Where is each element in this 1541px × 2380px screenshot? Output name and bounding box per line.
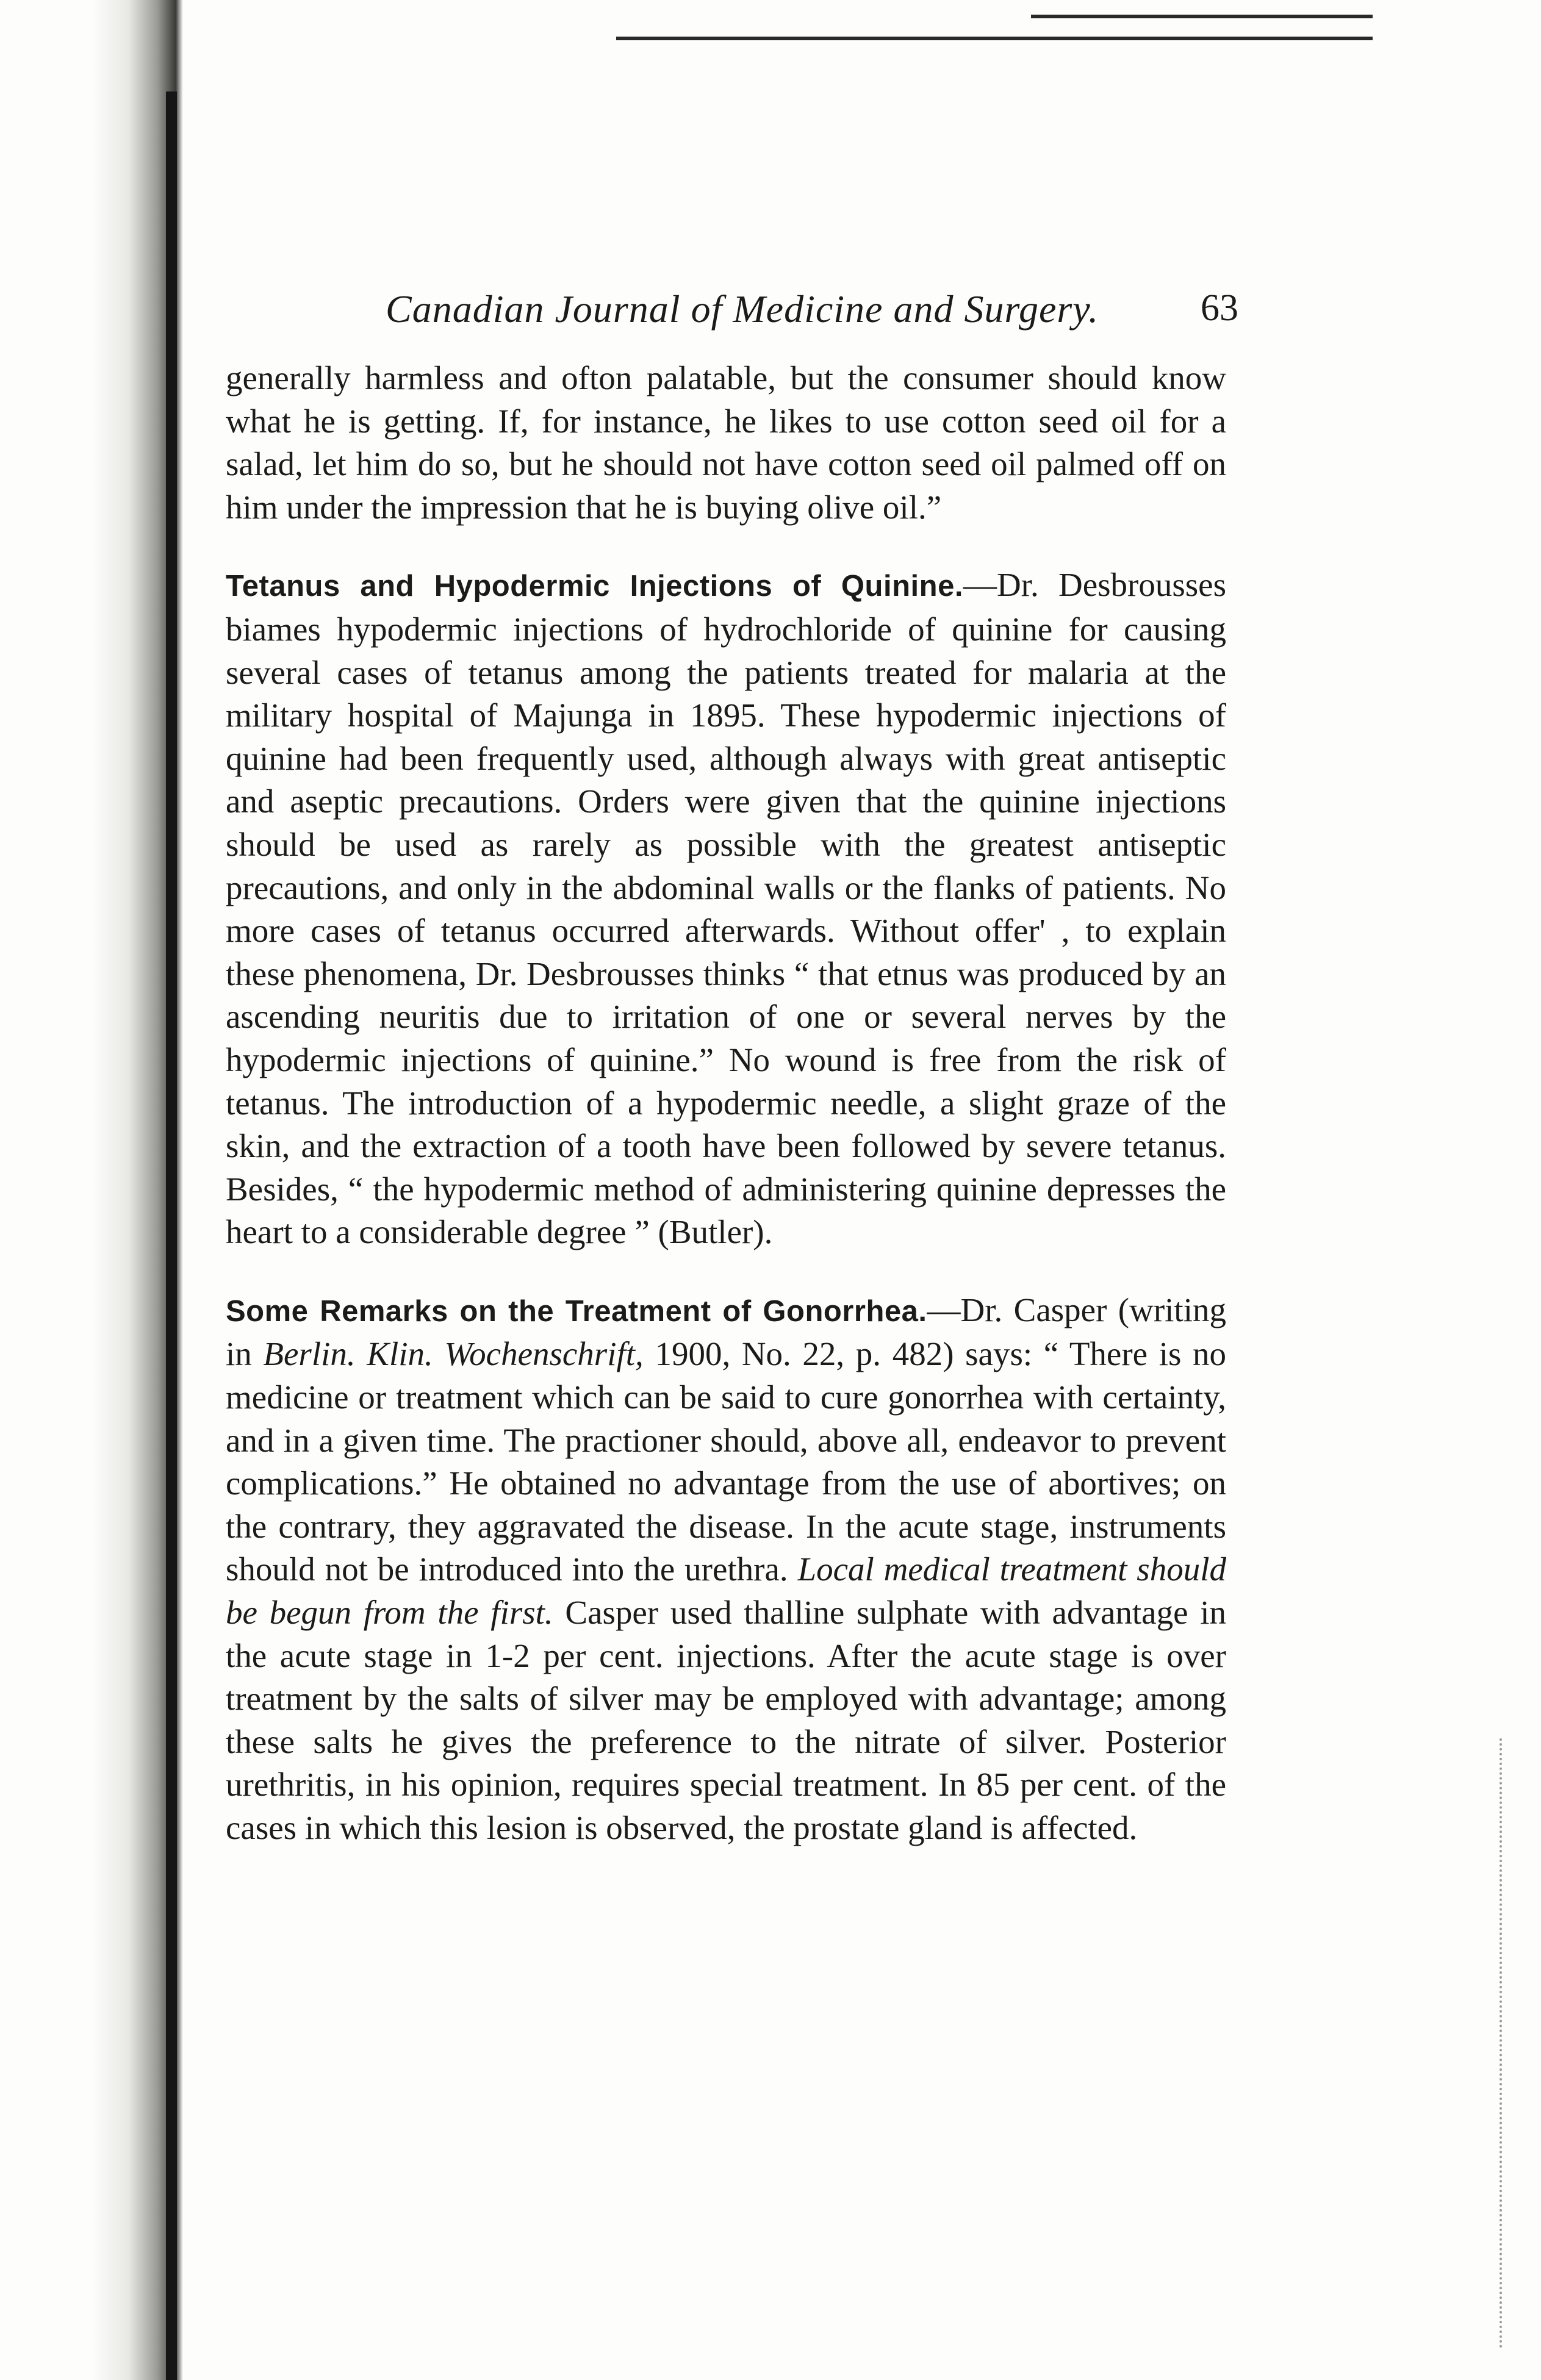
article-heading-tetanus: Tetanus and Hypodermic Injections of Quinine. [226, 570, 963, 603]
article-tetanus [226, 564, 1226, 1254]
binding-shadow [0, 0, 183, 2380]
page-number: 63 [1201, 287, 1238, 329]
journal-citation: Berlin. Klin. Wochenschrift, [263, 1335, 644, 1373]
spine-edge [166, 91, 177, 2380]
article-body-tetanus: —Dr. Desbrousses biames hypodermic injections of hydrochloride of quinine for causing several cases of tetanus among the patients treated for malaria at the military hospital of Majunga in 1895. These hypodermic injections of quinine had been frequently used, although always with great antiseptic and aseptic precautions. Orders were given that the quinine injections should be used as rarely as possible with the greatest antiseptic precautions, and only in the abdominal walls or the flanks of patients. No more cases of tetanus occurred afterwards. Without offer' , to explain these phenomena, Dr. Desbrousses thinks “ that etnus was produced by an ascending neuritis due to irritation of one or several nerves by the hypodermic injections of quinine.” No wound is free from the risk of tetanus. The introduction of a hypodermic needle, a slight graze of the skin, and the extraction of a tooth have been followed by severe tetanus. Besides, “ the hypodermic method of administering quinine depresses the heart to a considerable degree ” (Butler). [226, 566, 1226, 1251]
journal-title: Canadian Journal of Medicine and Surgery. [386, 287, 1099, 331]
spacer [226, 1254, 1226, 1289]
article-gonorrhea [226, 1289, 1226, 1850]
article-heading-gonorrhea: Some Remarks on the Treatment of Gonorrhea. [226, 1294, 927, 1328]
running-head [232, 287, 1238, 348]
top-scan-rule [616, 37, 1373, 40]
top-scan-rule-2 [1031, 15, 1373, 18]
page-body [226, 357, 1226, 1850]
emphasis-text: Local medical treatment should be begun from the first. [226, 1550, 1226, 1632]
article-body-gonorrhea-b: 1900, No. 22, p. 482) says: “ There is no medicine or treatment which can be said to cure gonorrhea with certainty, and in a given time. The practioner should, above all, endeavor to prevent complications.” He obtained no advantage from the use of abortives; on the contrary, they aggravated the disease. In the acute stage, instruments should not be introduced into the urethra. [226, 1335, 1227, 1588]
continued-paragraph: generally harmless and ofton palatable, but the consumer should know what he is getting. If, for instance, he likes to use cotton seed oil for a salad, let him do so, but he should not have cotton seed oil palmed off on him under the impression that he is buying olive oil.” [226, 359, 1226, 526]
article-body-gonorrhea-a: —Dr. Casper (writing in [226, 1291, 1226, 1373]
right-page-edge [1500, 1738, 1504, 2348]
spacer [226, 529, 1226, 564]
article-body-gonorrhea-c: Casper used thalline sulphate with advantage in the acute stage in 1-2 per cent. injections. After the acute stage is over treatment by the salts of silver may be employed with advantage; among these salts he gives the preference to the nitrate of silver. Posterior urethritis, in his opinion, requires special treatment. In 85 per cent. of the cases in which this lesion is observed, the prostate gland is affected. [226, 1594, 1226, 1846]
